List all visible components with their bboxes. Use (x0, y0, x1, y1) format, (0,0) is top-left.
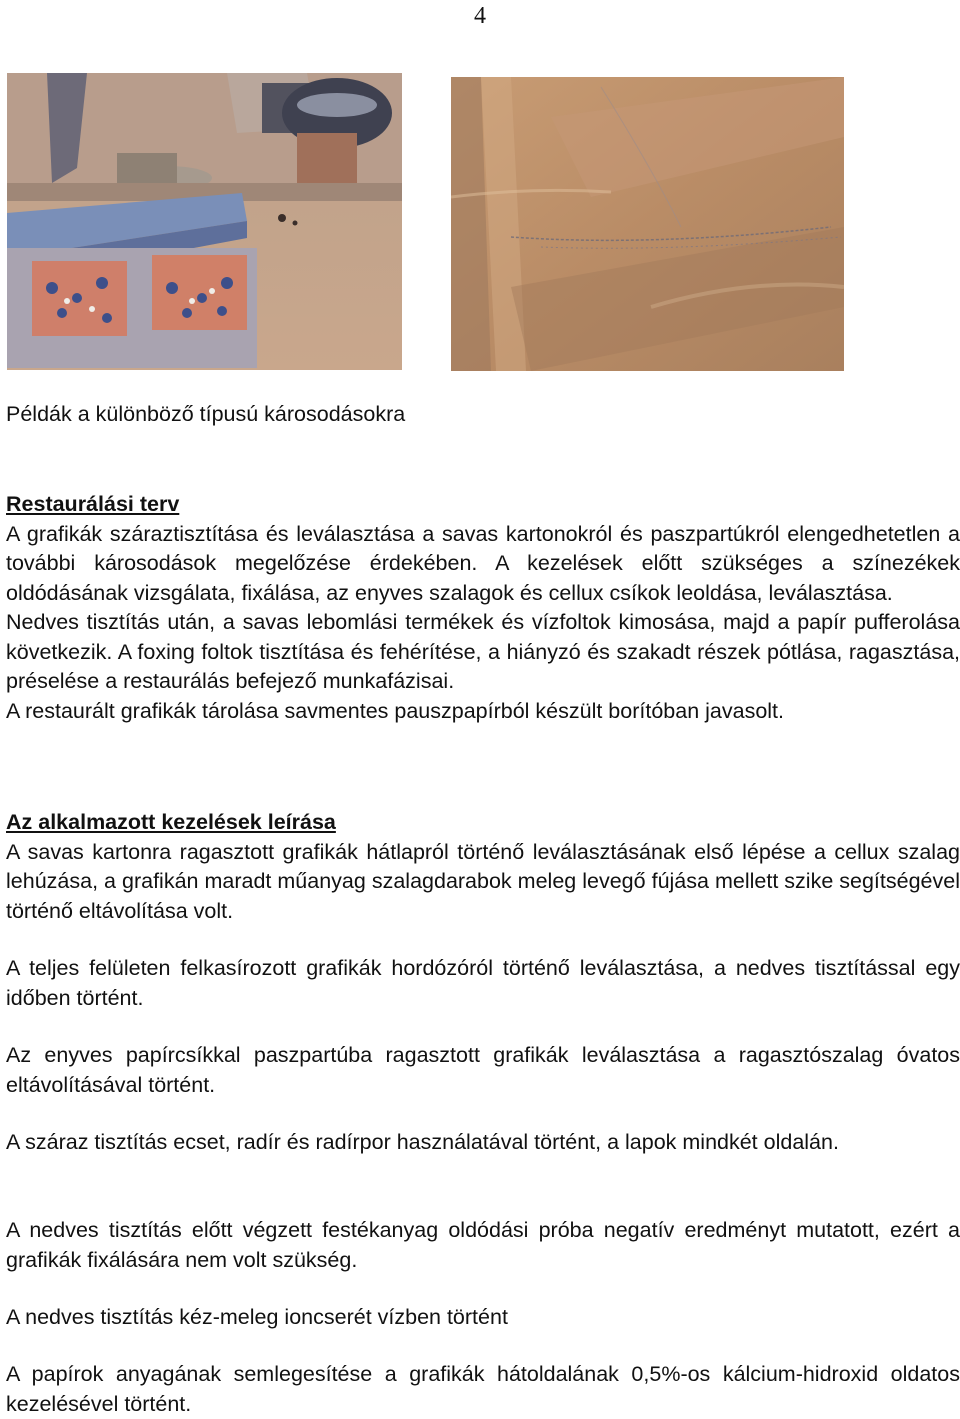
paragraph: Az enyves papírcsíkkal paszpartúba ragasztott grafikák leválasztása a ragasztószalag óvatos eltávolításával történt. (6, 1043, 960, 1097)
section-restoration-plan (6, 490, 960, 726)
paragraph: A savas kartonra ragasztott grafikák hátlapról történő leválasztásának első lépése a cellux szalag lehúzása, a grafikán maradt műanyag szalagdarabok meleg levegő fújása mellett szike segítségével történő eltávolítása volt. (6, 839, 960, 923)
paragraph: Nedves tisztítás után, a savas lebomlási termékek és vízfoltok kimosása, majd a papír pufferolása következik. A foxing foltok tisztítása és fehérítése, a hiányzó és szakadt részek pótlása, ragasztása, préselése a restaurálás befejező munkafázisai. (6, 610, 960, 693)
paragraph: A papírok anyagának semlegesítése a grafikák hátoldalának 0,5%-os kálcium-hidroxid oldatos kezelésével történt. (6, 1362, 960, 1416)
paragraph: A nedves tisztítás előtt végzett festékanyag oldódási próba negatív eredményt mutatott, ezért a grafikák fixálására nem volt szükség. (6, 1218, 960, 1272)
paragraph: A száraz tisztítás ecset, radír és radírpor használatával történt, a lapok mindkét oldalán. (6, 1130, 839, 1154)
paragraph: A teljes felületen felkasírozott grafikák hordózóról történő leválasztása, a nedves tisztítással egy időben történt. (6, 956, 960, 1010)
section-treatments (6, 808, 960, 926)
paragraph: A restaurált grafikák tárolása savmentes pauszpapírból készült borítóban javasolt. (6, 698, 784, 723)
page-number: 4 (474, 3, 486, 29)
section-heading: Az alkalmazott kezelések leírása (6, 810, 336, 834)
section-heading: Restaurálási terv (6, 492, 180, 516)
damaged-artwork-photo (7, 73, 402, 370)
damaged-paper-photo (451, 77, 844, 371)
paragraph: A grafikák száraztisztítása és leválasztása a savas kartonokról és paszpartúkról elengedhetetlen a további károsodások megelőzése érdekében. A kezelések előtt szükséges a színezékek oldódásának vizsgálata, fixálása, az enyves szalagok és cellux csíkok leoldása, leválasztása. (6, 521, 960, 605)
photo-caption: Példák a különböző típusú károsodásokra (6, 402, 406, 426)
paragraph: A nedves tisztítás kéz-meleg ioncserét vízben történt (6, 1305, 508, 1329)
